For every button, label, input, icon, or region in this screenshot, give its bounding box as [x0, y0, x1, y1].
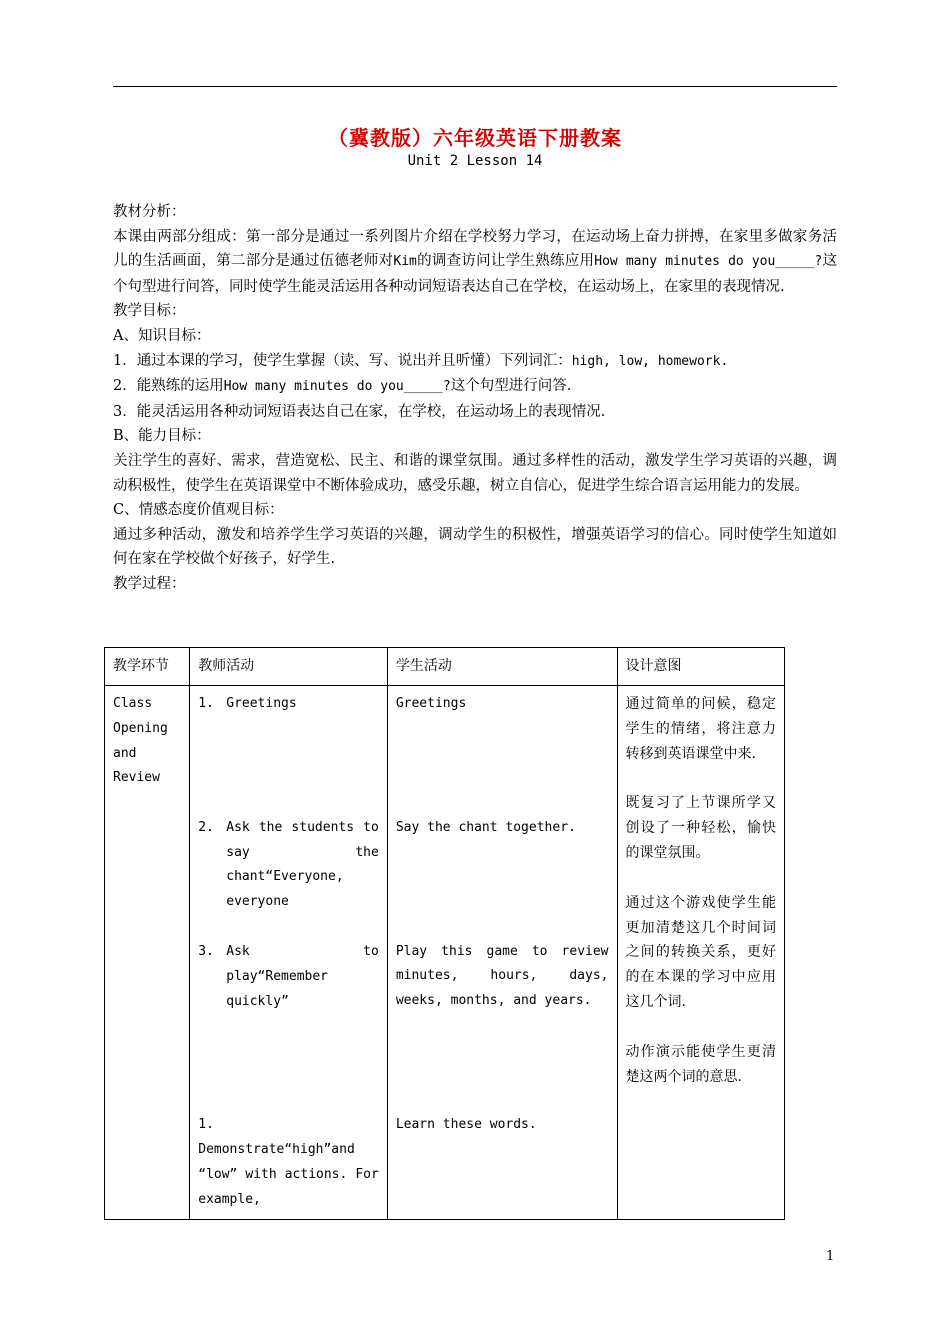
ability-goals-heading: B、能力目标：	[113, 428, 211, 445]
knowledge-goal-2: 2．能熟练的运用How many minutes do you_____?这个句型进行问答.	[113, 378, 572, 395]
stage-cell: Class Opening and Review	[105, 686, 190, 1220]
header-stage: 教学环节	[105, 648, 190, 686]
teacher-step-3: 3. Ask to play“Remember quickly”	[198, 943, 379, 1009]
knowledge-goal-3: 3．能灵活运用各种动词短语表达自己在家，在学校，在运动场上的表现情况.	[113, 403, 606, 420]
student-activity-2: Say the chant together.	[395, 819, 576, 835]
analysis-heading: 教材分析：	[113, 204, 186, 220]
teaching-process-table	[104, 647, 785, 1220]
table-header-row	[105, 648, 785, 686]
intent-1: 通过简单的问候，稳定学生的情绪，将注意力转移到英语课堂中来.	[625, 696, 776, 762]
ability-goals-text: 关注学生的喜好、需求，营造宽松、民主、和谐的课堂氛围。通过多样性的活动，激发学生学习英语的兴趣，调动积极性，使学生在英语课堂中不断体验成功，感受乐趣，树立自信心，促进学生综合语言运用能力的发展。	[113, 452, 837, 494]
intent-4: 动作演示能使学生更清楚这两个词的意思.	[625, 1043, 776, 1085]
analysis-paragraph: 本课由两部分组成：第一部分是通过一系列图片介绍在学校努力学习，在运动场上奋力拼搏，在家里多做家务活儿的生活画面，第二部分是通过伍德老师对Kim的调查访问让学生熟练应用How many minutes do you_____?这个句型进行问答，同时使学生能灵活运用各种动词短语表达自己在学校，在运动场上，在家里的表现情况.	[113, 228, 838, 295]
intent-2: 既复习了上节课所学又创设了一种轻松，愉快的课堂氛围。	[625, 795, 776, 861]
student-activity-1: Greetings	[395, 696, 467, 711]
intent-cell	[617, 686, 785, 1220]
goals-heading: 教学目标：	[113, 303, 186, 320]
intent-3: 通过这个游戏使学生能更加清楚这几个时间词之间的转换关系，更好的在本课的学习中应用这几个词.	[625, 894, 776, 1010]
document-subtitle: Unit 2 Lesson 14	[407, 153, 543, 169]
teacher-step-1: 1. Greetings	[198, 696, 297, 711]
knowledge-goals-heading: A、知识目标：	[113, 327, 211, 344]
student-cell	[387, 686, 617, 1220]
student-activity-4: Learn these words.	[395, 1116, 537, 1132]
header-rule	[113, 86, 837, 87]
emotion-goals-heading: C、情感态度价值观目标：	[113, 502, 284, 519]
header-student: 学生活动	[387, 648, 617, 686]
process-heading: 教学过程：	[113, 575, 186, 592]
header-teacher: 教师活动	[190, 648, 388, 686]
student-activity-3: Play this game to review minutes, hours, days, weeks, months, and years.	[395, 943, 609, 1009]
knowledge-goal-1: 1．通过本课的学习，使学生掌握（读、写、说出并且听懂）下列词汇：high, low, homework.	[113, 352, 729, 369]
table-row	[105, 686, 785, 1220]
teacher-step-4: 1. Demonstrate“high”and “low” with actions. For example,	[198, 1117, 379, 1207]
teacher-step-2: 2. Ask the students to say the chant“Everyone, everyone	[198, 819, 379, 910]
header-intent: 设计意图	[617, 648, 785, 686]
document-title: （冀教版）六年级英语下册教案	[328, 126, 622, 150]
document-body	[113, 200, 837, 597]
teacher-cell	[190, 686, 388, 1220]
page-number: 1	[826, 1249, 835, 1264]
emotion-goals-text: 通过多种活动，激发和培养学生学习英语的兴趣，调动学生的积极性，增强英语学习的信心。同时使学生知道如何在家在学校做个好孩子，好学生.	[113, 526, 837, 568]
